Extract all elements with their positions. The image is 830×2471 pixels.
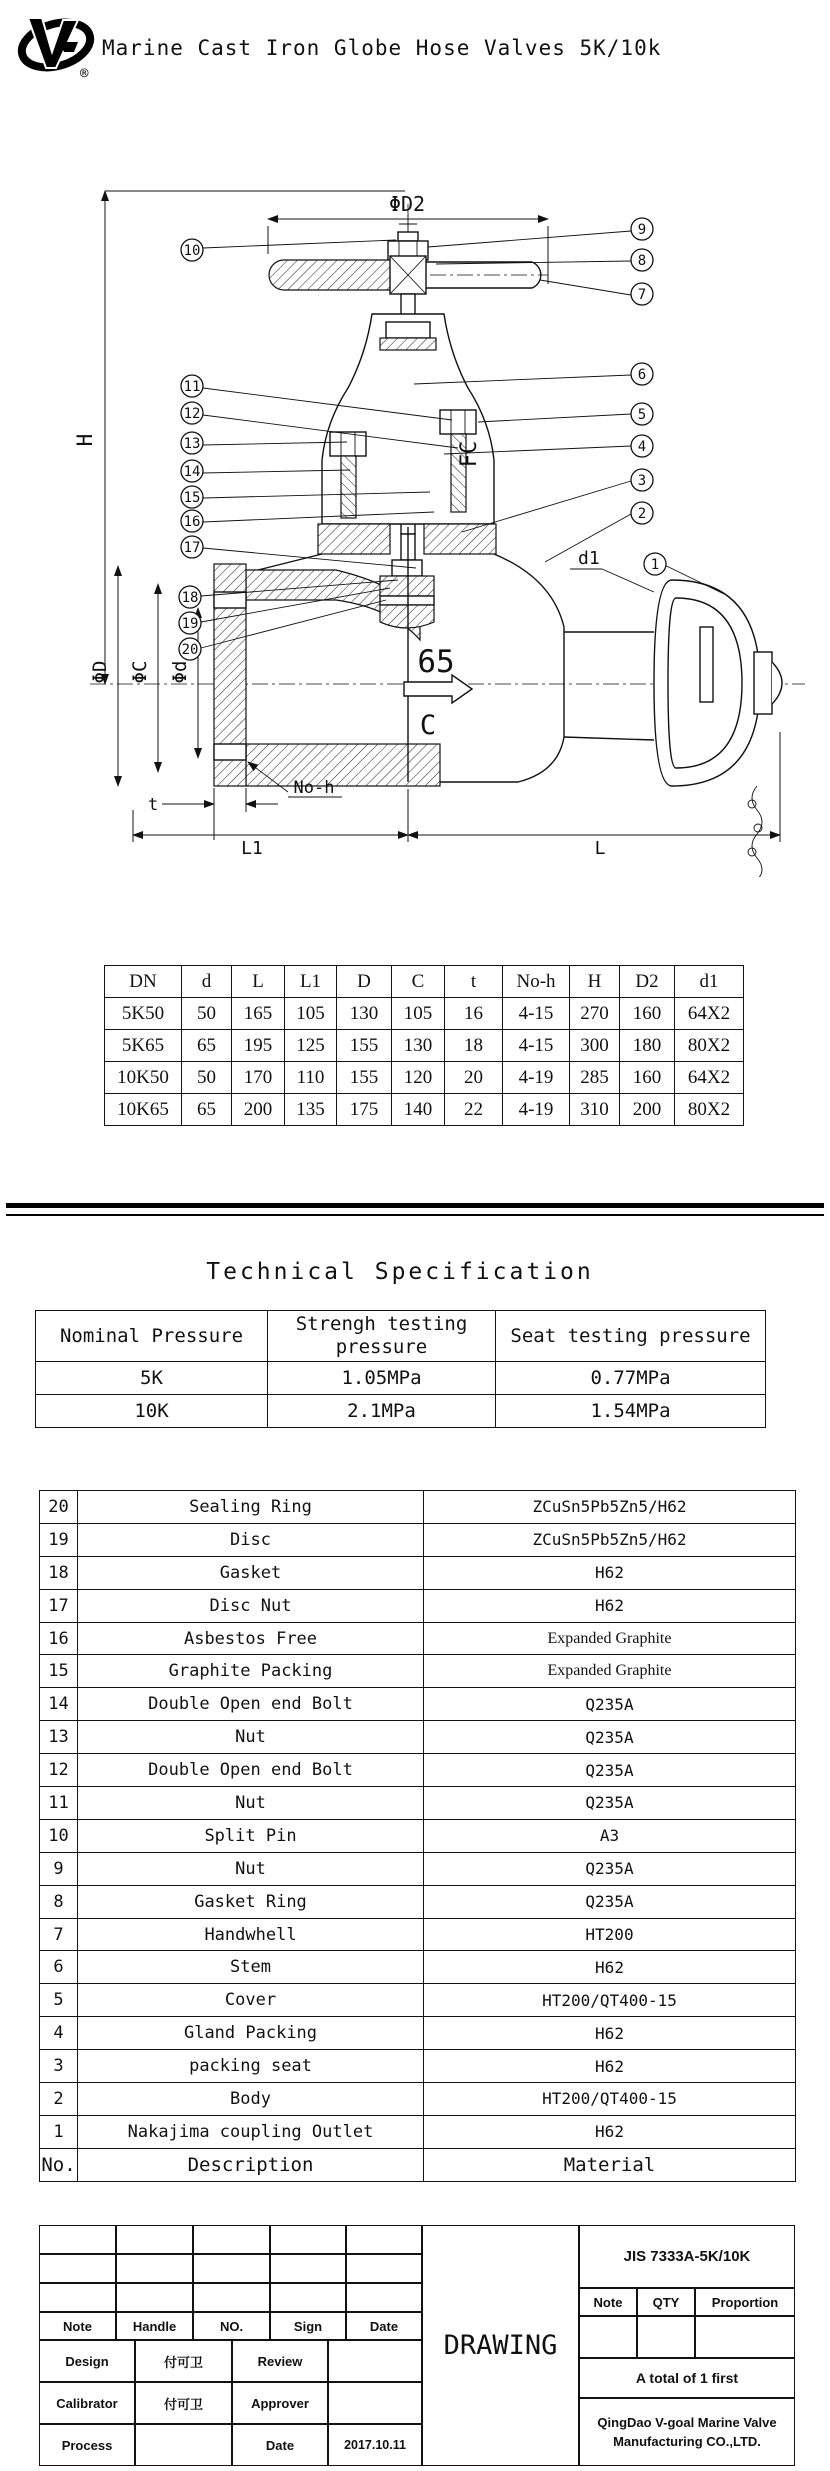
dim-label-H: H — [73, 433, 97, 447]
svg-text:12: 12 — [183, 406, 201, 422]
empty-cell — [193, 2283, 270, 2312]
table-cell: 22 — [445, 1094, 503, 1126]
parts-row — [40, 1721, 796, 1754]
table-row — [36, 1362, 766, 1395]
svg-text:10: 10 — [183, 243, 201, 259]
part-description: Gasket Ring — [78, 1885, 424, 1918]
table-cell: 200 — [620, 1094, 675, 1126]
company-line1: QingDao V-goal Marine Valve — [597, 2414, 777, 2430]
callout-5 — [478, 403, 653, 425]
part-description: Gasket — [78, 1556, 424, 1589]
empty-cell — [270, 2283, 346, 2312]
bore-size-label: 65 — [417, 644, 455, 680]
part-no: 8 — [40, 1885, 78, 1918]
part-description: Sealing Ring — [78, 1491, 424, 1524]
page-title: Marine Cast Iron Globe Hose Valves 5K/10k — [102, 36, 662, 60]
parts-row — [40, 1787, 796, 1820]
table-row — [105, 998, 744, 1030]
table-cell: 125 — [285, 1030, 337, 1062]
svg-text:14: 14 — [183, 464, 201, 480]
empty-cell — [116, 2254, 193, 2283]
parts-list-table — [39, 1490, 796, 2182]
divider-thin — [6, 1214, 824, 1216]
part-material: Q235A — [424, 1688, 796, 1721]
dim-label-L1: L1 — [241, 838, 263, 859]
table-cell: 160 — [620, 998, 675, 1030]
empty-cell — [39, 2225, 116, 2254]
part-material: ZCuSn5Pb5Zn5/H62 — [424, 1491, 796, 1524]
parts-row — [40, 2050, 796, 2083]
body-bottom-flange — [246, 744, 440, 786]
table-row — [105, 1062, 744, 1094]
table-cell: 5K — [36, 1362, 268, 1395]
table-cell: 130 — [392, 1030, 445, 1062]
part-no: 18 — [40, 1556, 78, 1589]
cover-flange-left — [318, 524, 390, 554]
part-description: packing seat — [78, 2050, 424, 2083]
empty-cell — [346, 2254, 422, 2283]
part-material: HT200 — [424, 1918, 796, 1951]
table-cell: 50 — [182, 1062, 232, 1094]
column-header: D2 — [620, 966, 675, 998]
parts-row — [40, 2115, 796, 2148]
table-cell: 310 — [570, 1094, 620, 1126]
dim-label-C: C — [419, 710, 437, 741]
part-no: 12 — [40, 1754, 78, 1787]
table-cell: 65 — [182, 1094, 232, 1126]
registered-icon: ® — [80, 66, 89, 82]
sign-header-note: Note — [39, 2312, 116, 2340]
parts-row — [40, 1589, 796, 1622]
svg-text:18: 18 — [181, 590, 199, 606]
dim-label-phiC: ΦC — [129, 660, 151, 684]
empty-cell — [39, 2283, 116, 2312]
process-label: Process — [39, 2424, 135, 2466]
flange-bolt-hole — [214, 744, 246, 760]
part-material: Q235A — [424, 1852, 796, 1885]
table-cell: 2.1MPa — [268, 1395, 496, 1428]
table-cell: 200 — [232, 1094, 285, 1126]
part-no: 10 — [40, 1819, 78, 1852]
sealing-ring — [380, 596, 434, 605]
svg-text:5: 5 — [637, 407, 647, 423]
part-material: Expanded Graphite — [424, 1655, 796, 1688]
part-no: 14 — [40, 1688, 78, 1721]
parts-row — [40, 1885, 796, 1918]
calibrator-label: Calibrator — [39, 2382, 135, 2424]
column-header: d — [182, 966, 232, 998]
part-no: 20 — [40, 1491, 78, 1524]
empty-cell — [270, 2254, 346, 2283]
table-cell: 105 — [392, 998, 445, 1030]
spec-section-title: Technical Specification — [206, 1259, 594, 1285]
part-no: 9 — [40, 1852, 78, 1885]
part-material: Q235A — [424, 1721, 796, 1754]
table-cell: 80X2 — [675, 1094, 744, 1126]
part-material: HT200/QT400-15 — [424, 1984, 796, 2017]
column-header: L — [232, 966, 285, 998]
part-no: 19 — [40, 1523, 78, 1556]
table-cell: 1.54MPa — [496, 1395, 766, 1428]
model-number: JIS 7333A-5K/10K — [579, 2225, 795, 2288]
drawing-type-label: DRAWING — [422, 2225, 579, 2466]
table-cell: 64X2 — [675, 1062, 744, 1094]
part-no: 15 — [40, 1655, 78, 1688]
parts-header-no: No. — [40, 2148, 78, 2181]
dim-label-L: L — [594, 838, 606, 859]
column-header: Nominal Pressure — [36, 1311, 268, 1362]
table-cell: 180 — [620, 1030, 675, 1062]
column-header: H — [570, 966, 620, 998]
part-material: H62 — [424, 1556, 796, 1589]
parts-row — [40, 1951, 796, 1984]
approver-signature — [328, 2382, 422, 2424]
part-no: 17 — [40, 1589, 78, 1622]
qty-header-qty: QTY — [637, 2288, 695, 2316]
part-no: 11 — [40, 1787, 78, 1820]
table-header-row — [36, 1311, 766, 1362]
empty-cell — [193, 2225, 270, 2254]
svg-text:17: 17 — [183, 540, 201, 556]
part-material: Q235A — [424, 1885, 796, 1918]
svg-text:20: 20 — [181, 642, 199, 658]
part-description: Double Open end Bolt — [78, 1688, 424, 1721]
table-header-row — [105, 966, 744, 998]
sheet-total: A total of 1 first — [579, 2358, 795, 2398]
part-description: Nut — [78, 1721, 424, 1754]
body-material-label: FC — [457, 440, 482, 468]
bolt-nut-right — [440, 410, 476, 434]
svg-text:9: 9 — [637, 222, 647, 238]
column-header: C — [392, 966, 445, 998]
design-label: Design — [39, 2340, 135, 2382]
vgoal-logo — [16, 12, 102, 84]
parts-row — [40, 1688, 796, 1721]
part-no: 3 — [40, 2050, 78, 2083]
table-cell: 300 — [570, 1030, 620, 1062]
review-label: Review — [232, 2340, 328, 2382]
part-no: 6 — [40, 1951, 78, 1984]
svg-text:2: 2 — [637, 506, 647, 522]
table-cell: 270 — [570, 998, 620, 1030]
part-material: H62 — [424, 2050, 796, 2083]
table-cell: 195 — [232, 1030, 285, 1062]
part-description: Handwhell — [78, 1918, 424, 1951]
sign-header-date: Date — [346, 2312, 422, 2340]
part-description: Nut — [78, 1787, 424, 1820]
parts-row — [40, 1491, 796, 1524]
dim-label-noh: No-h — [293, 778, 335, 798]
dim-label-phid: Φd — [169, 660, 191, 684]
dim-label-d1: d1 — [578, 548, 600, 569]
part-description: Disc Nut — [78, 1589, 424, 1622]
table-cell: 105 — [285, 998, 337, 1030]
table-cell: 65 — [182, 1030, 232, 1062]
table-cell: 155 — [337, 1062, 392, 1094]
column-header: L1 — [285, 966, 337, 998]
empty-cell — [346, 2225, 422, 2254]
part-description: Body — [78, 2083, 424, 2116]
column-header: t — [445, 966, 503, 998]
empty-cell — [116, 2225, 193, 2254]
part-no: 7 — [40, 1918, 78, 1951]
column-header: D — [337, 966, 392, 998]
dimension-table — [104, 965, 744, 1126]
review-signature — [328, 2340, 422, 2382]
svg-text:1: 1 — [650, 557, 660, 573]
company-name — [579, 2398, 795, 2466]
table-row — [105, 1030, 744, 1062]
svg-text:6: 6 — [637, 367, 647, 383]
qty-header-proportion: Proportion — [695, 2288, 795, 2316]
part-no: 16 — [40, 1622, 78, 1655]
table-cell: 120 — [392, 1062, 445, 1094]
empty-cell — [270, 2225, 346, 2254]
part-description: Cover — [78, 1984, 424, 2017]
part-description: Disc — [78, 1523, 424, 1556]
valve-drawing — [0, 92, 830, 877]
part-description: Double Open end Bolt — [78, 1754, 424, 1787]
cap — [754, 652, 772, 714]
part-material: H62 — [424, 2017, 796, 2050]
table-cell: 140 — [392, 1094, 445, 1126]
part-description: Asbestos Free — [78, 1622, 424, 1655]
table-cell: 130 — [337, 998, 392, 1030]
parts-row — [40, 1918, 796, 1951]
sign-header-handle: Handle — [116, 2312, 193, 2340]
part-material: Q235A — [424, 1787, 796, 1820]
sign-header-no: NO. — [193, 2312, 270, 2340]
table-cell: 80X2 — [675, 1030, 744, 1062]
parts-row — [40, 1523, 796, 1556]
gland-packing — [386, 322, 430, 338]
svg-text:3: 3 — [637, 473, 647, 489]
table-cell: 170 — [232, 1062, 285, 1094]
parts-row — [40, 1655, 796, 1688]
svg-text:15: 15 — [183, 490, 201, 506]
part-description: Gland Packing — [78, 2017, 424, 2050]
empty-cell — [346, 2283, 422, 2312]
svg-text:8: 8 — [637, 253, 647, 269]
dim-label-phiD: ΦD — [89, 660, 111, 684]
parts-row — [40, 1622, 796, 1655]
table-cell: 5K50 — [105, 998, 182, 1030]
dim-label-D2: ΦD2 — [388, 192, 426, 216]
part-no: 5 — [40, 1984, 78, 2017]
part-material: A3 — [424, 1819, 796, 1852]
table-cell: 175 — [337, 1094, 392, 1126]
part-no: 13 — [40, 1721, 78, 1754]
callout-7 — [540, 280, 653, 305]
callout-10 — [181, 239, 396, 261]
dim-label-t: t — [148, 795, 159, 815]
part-no: 1 — [40, 2115, 78, 2148]
table-cell: 160 — [620, 1062, 675, 1094]
parts-row — [40, 2017, 796, 2050]
calibrator-signature: 付可卫 — [135, 2382, 232, 2424]
part-material: HT200/QT400-15 — [424, 2083, 796, 2116]
svg-text:11: 11 — [183, 379, 201, 395]
table-row — [105, 1094, 744, 1126]
approver-label: Approver — [232, 2382, 328, 2424]
column-header: No-h — [503, 966, 570, 998]
divider-thick — [6, 1203, 824, 1208]
svg-text:4: 4 — [637, 439, 647, 455]
callout-9 — [428, 218, 653, 247]
parts-header-description: Description — [78, 2148, 424, 2181]
disc-nut — [392, 560, 422, 576]
part-description: Split Pin — [78, 1819, 424, 1852]
parts-row — [40, 1556, 796, 1589]
table-cell: 18 — [445, 1030, 503, 1062]
svg-text:19: 19 — [181, 616, 199, 632]
svg-text:16: 16 — [183, 514, 201, 530]
date-value: 2017.10.11 — [328, 2424, 422, 2466]
table-cell: 50 — [182, 998, 232, 1030]
empty-cell — [695, 2316, 795, 2358]
column-header: Seat testing pressure — [496, 1311, 766, 1362]
callout-13 — [181, 432, 347, 454]
seat — [380, 605, 434, 628]
coupling-lug — [700, 627, 713, 702]
table-cell: 0.77MPa — [496, 1362, 766, 1395]
part-material: Expanded Graphite — [424, 1622, 796, 1655]
part-description: Graphite Packing — [78, 1655, 424, 1688]
qty-header-note: Note — [579, 2288, 637, 2316]
part-description: Nut — [78, 1852, 424, 1885]
table-cell: 4-19 — [503, 1094, 570, 1126]
table-cell: 165 — [232, 998, 285, 1030]
table-cell: 135 — [285, 1094, 337, 1126]
part-description: Nakajima coupling Outlet — [78, 2115, 424, 2148]
empty-cell — [39, 2254, 116, 2283]
table-cell: 110 — [285, 1062, 337, 1094]
coupling-outlet — [654, 580, 782, 877]
table-cell: 1.05MPa — [268, 1362, 496, 1395]
parts-row — [40, 1819, 796, 1852]
empty-cell — [193, 2254, 270, 2283]
table-cell: 10K — [36, 1395, 268, 1428]
bolt-left — [341, 456, 356, 518]
date-label: Date — [232, 2424, 328, 2466]
packing — [380, 338, 436, 350]
empty-cell — [579, 2316, 637, 2358]
table-cell: 64X2 — [675, 998, 744, 1030]
part-no: 2 — [40, 2083, 78, 2116]
table-cell: 155 — [337, 1030, 392, 1062]
table-cell: 285 — [570, 1062, 620, 1094]
parts-row — [40, 1754, 796, 1787]
cover-flange-right — [424, 524, 496, 554]
column-header: Strengh testing pressure — [268, 1311, 496, 1362]
part-no: 4 — [40, 2017, 78, 2050]
parts-header-material: Material — [424, 2148, 796, 2181]
parts-row — [40, 1852, 796, 1885]
title-block — [39, 2225, 795, 2466]
empty-cell — [116, 2283, 193, 2312]
column-header: d1 — [675, 966, 744, 998]
part-material: H62 — [424, 1589, 796, 1622]
svg-text:7: 7 — [637, 287, 647, 303]
part-material: H62 — [424, 2115, 796, 2148]
spec-table — [35, 1310, 766, 1428]
parts-row — [40, 2083, 796, 2116]
table-cell: 20 — [445, 1062, 503, 1094]
process-signature — [135, 2424, 232, 2466]
table-cell: 4-15 — [503, 1030, 570, 1062]
table-row — [36, 1395, 766, 1428]
table-cell: 10K50 — [105, 1062, 182, 1094]
disc — [380, 576, 434, 596]
svg-text:13: 13 — [183, 436, 201, 452]
parts-row — [40, 1984, 796, 2017]
part-material: Q235A — [424, 1754, 796, 1787]
part-description: Stem — [78, 1951, 424, 1984]
part-material: H62 — [424, 1951, 796, 1984]
part-material: ZCuSn5Pb5Zn5/H62 — [424, 1523, 796, 1556]
design-signature: 付可卫 — [135, 2340, 232, 2382]
empty-cell — [637, 2316, 695, 2358]
parts-header-row — [40, 2148, 796, 2181]
column-header: DN — [105, 966, 182, 998]
table-cell: 5K65 — [105, 1030, 182, 1062]
table-cell: 16 — [445, 998, 503, 1030]
table-cell: 4-15 — [503, 998, 570, 1030]
table-cell: 10K65 — [105, 1094, 182, 1126]
sign-header-sign: Sign — [270, 2312, 346, 2340]
table-cell: 4-19 — [503, 1062, 570, 1094]
callout-20 — [179, 600, 386, 660]
company-line2: Manufacturing CO.,LTD. — [613, 2434, 761, 2449]
